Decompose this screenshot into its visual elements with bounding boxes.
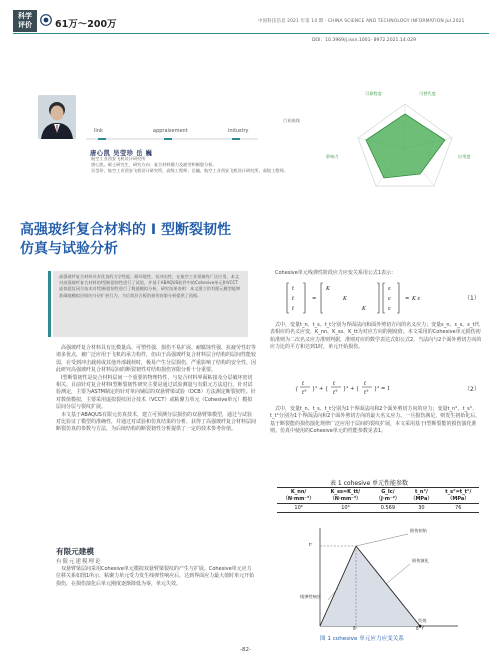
figure-label-delta0: δ⁰	[353, 626, 358, 631]
tag-link: link	[94, 128, 103, 134]
article-title	[20, 221, 270, 259]
table-header: K_ss=K_tt/（N·mm⁻³）	[329, 489, 362, 502]
abstract-box: 高强玻纤复合材料具有优良的力学性能、耐环境性、抗冲击性，在航空工业领域有广泛应用。本文对高强玻纤复合材料的I型断裂韧性进行了试验，并基于ABAQUS软件中的Cohesive单元和VCCT虚拟裂纹闭合技术对I型断裂韧性进行了数值模拟分析，研究结果表明：本文建立的有限元模型能够准确地模拟层间的分层扩展行为，为后续层合板的损伤容限分析提供了依据。	[53, 271, 248, 337]
table-cell: 10⁶	[294, 505, 303, 511]
radar-label-application: 应用度	[458, 154, 471, 159]
table-row	[277, 504, 479, 513]
paragraph-cohesive: 双悬臂梁层间采用Cohesive单元模拟双悬臂梁裂纹的产生与扩展。Cohesive单元应力位移关系如图1所示，粘聚力单元受力发生线弹性响应后，达到界面应力最大值时单元开始损伤，在损伤演化后单元刚度逐渐降低为零，单元失效。	[56, 566, 255, 587]
left-column	[56, 345, 256, 434]
figure-caption: 图 1 cohesive 单元应力应变关系	[320, 636, 404, 642]
tag-appraisement: appraisement	[153, 128, 188, 134]
figure-label-elastic: 线弹性响应	[300, 594, 321, 599]
table-cell: 30	[418, 505, 425, 511]
equation-1	[286, 281, 436, 315]
figure-label-evolution: 损伤演化	[412, 558, 429, 563]
section-subheading: 有限元建模理论	[56, 559, 102, 565]
figure-label-deltaf: δ^f	[416, 626, 424, 631]
equation-2-number: （2）	[464, 386, 480, 393]
figure-energy-area	[320, 546, 420, 626]
table-header: K_nn/（N·mm⁻³）	[282, 489, 315, 502]
author-names: 唐心凯 吴莹珍 岳 巍	[90, 150, 153, 157]
price-range: 61万～200万	[55, 19, 117, 30]
svg-text:K: K	[343, 296, 347, 302]
equation-2	[293, 374, 443, 402]
svg-text:K: K	[362, 306, 366, 312]
svg-text:ε: ε	[388, 296, 391, 302]
radar-label-substitutability: 可替代度	[419, 91, 436, 96]
paragraph-eq-intro: Cohesive单元线弹性阶段应力应变关系用公式1表示：	[275, 270, 397, 276]
table-header-row	[277, 488, 479, 504]
paragraph-intro: 高强玻纤复合材料具有比模量高、可塑性强、损伤不易扩展、耐腐蚀性强、抗疲劳性好等诸多优点，被广泛应用于飞机的承力构件，但由于高强玻纤复合材料层合结构的层间性能较弱，在受到冲击载荷或其他外部载荷时，极易产生分层损伤，严重影响了结构的安全性，因此研究高强玻纤复合材料层间的断裂韧性对结构损伤容限分析十分重要。	[56, 345, 257, 374]
section-badge	[13, 10, 37, 32]
figure-label-initiation: 损伤初始	[410, 528, 427, 533]
svg-text:=: =	[312, 296, 317, 302]
figure-label-failure: 失效	[418, 618, 427, 623]
figure-label-t0: t⁰	[309, 542, 313, 547]
stress-displacement-figure	[298, 522, 468, 634]
author-affiliation: 航空工业西安飞机设计研究所 唐心凯，硕士研究生，研究方向：复合材料静力及疲劳和断裂分析。 吴莹珍，航空工业西安飞机设计研究所，高级工程师；岳巍，航空工业西安飞机设计研究所，高级工程师。	[91, 156, 288, 174]
svg-text:}² + {: }² + {	[312, 386, 329, 392]
table-header: t_s°=t_t°/（MPa）	[445, 489, 472, 502]
title-line-1: 高强玻纤复合材料的 I 型断裂韧性	[20, 222, 231, 238]
paragraph-background: I型断裂韧性是复合材料层间一个重要的物理特性，与复合材料界面粘接及分层破坏密切相关。目前针对复合材料I型断裂韧性研究主要是通过试验测量与有限元方法进行。针对试验测定，主要为ASTM制定的针对单向铺层的双悬臂梁试验（DCB）方法测定断裂韧性。针对数值模拟，主要采用虚拟裂纹闭合技术（VCCT）或粘聚力单元（Cohesive单元）模拟层间分层与裂纹扩展。	[56, 374, 256, 411]
figure-leader-evolution	[386, 564, 410, 584]
svg-text:K: K	[326, 286, 330, 292]
svg-text:t: t	[364, 381, 367, 387]
radar-label-influence: 影响力	[326, 154, 339, 159]
table-cell: 10⁶	[341, 505, 350, 511]
table-cell: 76	[455, 505, 462, 511]
table-caption: 表 1 cohesive 单元性能参数	[330, 480, 409, 487]
journal-header: 中国科技信息 2021 年第 14 期 · CHINA SCIENCE AND TECHNOLOGY INFORMATION Jul.2021	[258, 19, 465, 24]
paragraph-eq1-notes: 式中，变量t_n、t_s、t_t分别为界面法向和面外剪切方向的名义应力；变量ε_n、ε_s、ε_t代表相应的名义应变，K_nn、K_ss、K_tt为对应方向的刚度值。本文采用的Cohesive单元损伤初始准则为二次名义应力准则判据，准则对应的数学表达式如公式2，当法向与2个面外剪切方向的应力比的平方和达到1时，单元开始损伤。	[270, 322, 482, 351]
cohesive-parameters-table	[277, 487, 479, 513]
svg-text:t°: t°	[333, 390, 338, 396]
svg-text:ε: ε	[388, 286, 391, 292]
doi-text: DOI：10.3969/j.issn.1001- 8972.2021.14.029	[312, 38, 417, 43]
svg-text:t: t	[302, 381, 305, 387]
table-cell: 0.569	[380, 505, 396, 511]
page-number: -82-	[240, 647, 251, 653]
svg-text:=: =	[405, 296, 410, 302]
section-heading: 有限元建模	[56, 547, 94, 556]
title-line-2: 仿真与试验分析	[20, 241, 118, 257]
coin-icon	[40, 14, 52, 26]
svg-text:}² + {: }² + {	[343, 386, 360, 392]
figure-leader-initiation	[356, 534, 408, 546]
svg-text:t: t	[292, 286, 295, 292]
svg-text:K ε: K ε	[412, 296, 421, 302]
table-header: t_n°/（MPa）	[410, 489, 433, 502]
paragraph-scope: 本文基于ABAQUS有限元仿真技术，建立可预测分层损伤的双悬臂梁模型，通过与试验对比验证了模型的准确性，并通过对试验和仿真结果的分析，获得了高强玻纤复合材料层间断裂仿真的参数与方法，为后续结构的断裂韧性分析提供了一定的技术参考价值。	[56, 411, 257, 433]
abstract-accent-bar	[48, 271, 51, 337]
radar-title: 行业曲线	[283, 118, 300, 123]
svg-text:t°: t°	[364, 390, 369, 396]
tag-industry: industry	[228, 128, 249, 134]
table-header: G_Ic/（J·m⁻²）	[375, 489, 400, 502]
badge-line-1: 科学	[18, 12, 32, 20]
badge-line-2: 评价	[18, 21, 32, 29]
author-photo	[38, 95, 76, 139]
paragraph-eq2-notes: 式中，变量t_n、t_s、t_t分别为1个界面法向和2个面外剪切方向的应力；变量t_n°、t_s°、t_t°分别为1个界面法向和2个面外剪切方向的最大名义应力。一旦损伤满足，则发生初始化后，基于断裂能的损伤演化规律广泛应用于层间的裂纹扩展，本文采用基于I型断裂能的损伤演化准则。仿真中使用的Cohesive单元的性能参数见表1。	[270, 406, 481, 435]
equation-1-number: （1）	[464, 295, 480, 302]
radar-label-industry-relevance: 行业关联度	[398, 180, 419, 185]
svg-text:{: {	[295, 386, 299, 392]
svg-text:}² = 1: }² = 1	[374, 386, 391, 392]
svg-text:t°: t°	[302, 390, 307, 396]
header-rule	[13, 33, 489, 34]
svg-text:t: t	[292, 306, 295, 312]
svg-text:t: t	[292, 296, 295, 302]
left-column-continued	[56, 566, 256, 588]
radar-label-reliability: 可靠程度	[365, 91, 382, 96]
svg-text:ε: ε	[388, 306, 391, 312]
svg-text:t: t	[333, 381, 336, 387]
